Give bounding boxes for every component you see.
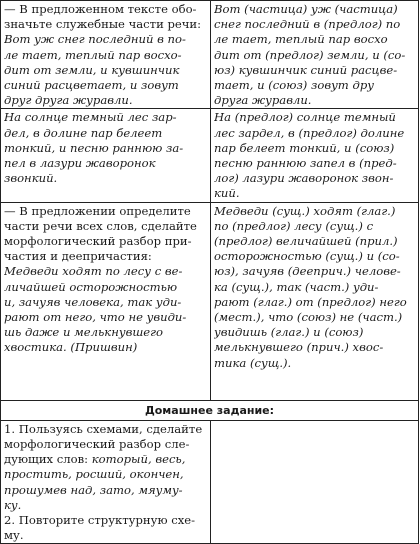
text-line: юз) кувшинчик синий расцве-	[214, 62, 398, 77]
text-line: частия и деепричастия:	[4, 249, 152, 264]
text-line: значьте служебные части речи:	[4, 17, 202, 32]
table-row	[1, 420, 419, 544]
task-cell	[1, 109, 211, 202]
text-line: дит от (предлог) земли, и (со-	[214, 47, 406, 62]
task-cell	[1, 202, 211, 400]
homework-cell	[1, 420, 211, 544]
text-line: — В предложенном тексте обо-	[4, 2, 197, 16]
text-line: дующих слов: который, весь,	[4, 452, 186, 467]
homework-title: Домашнее задание:	[1, 400, 419, 420]
text-line: увидишь (глаг.) и (союз)	[214, 325, 364, 340]
text-line: части речи всех слов, сделайте	[4, 218, 197, 233]
task-cell	[1, 1, 211, 109]
text-line: снег последний в (предлог) по	[214, 17, 401, 32]
table-row	[1, 1, 419, 109]
text-line: звонкий.	[4, 171, 58, 186]
text-line: прошумев над, зато, мяуму-	[4, 482, 183, 497]
text-line: хвостика. (Пришвин)	[4, 340, 138, 355]
text-line: му.	[4, 528, 24, 543]
text-line: мелькнувшего (прич.) хвос-	[214, 340, 384, 355]
answer-cell	[211, 202, 419, 400]
text-line: — В предложении определите	[4, 203, 191, 218]
text-line: Вот (частица) уж (частица)	[214, 2, 398, 16]
text-line: ку.	[4, 497, 22, 512]
text-line: тика (сущ.).	[214, 355, 292, 370]
text-line: морфологический разбор сле-	[4, 437, 190, 452]
text-line: Вот уж снег последний в по-	[4, 32, 186, 47]
text-line: Медведи ходят по лесу с ве-	[4, 264, 183, 279]
text-line: друг друга журавли.	[4, 93, 133, 108]
text-line: синий расцветает, и зовут	[4, 78, 179, 93]
text-line: тонкий, и песню раннюю за-	[4, 140, 184, 155]
text-line: лес зардел, в (предлог) долине	[214, 125, 405, 140]
text-line: шь даже и мелькнувшего	[4, 325, 164, 340]
text-line: ле тает, теплый пар восхо-	[4, 47, 182, 62]
text-line: ка (сущ.), так (част.) уди-	[214, 279, 379, 294]
text-line: простить, росший, окончен,	[4, 467, 184, 482]
table-row	[1, 400, 419, 420]
text-line: морфологический разбор при-	[4, 234, 192, 249]
text-line: Медведи (сущ.) ходят (глаг.)	[214, 203, 396, 218]
text-line: и, зачуяв человека, так уди-	[4, 294, 182, 309]
text-line: На (предлог) солнце темный	[214, 110, 396, 125]
text-line: осторожностью (сущ.) и (со-	[214, 249, 400, 264]
text-line: пар белеет тонкий, и (союз)	[214, 140, 395, 155]
text-line: друга журавли.	[214, 93, 312, 108]
text-line: 2. Повторите структурную схе-	[4, 513, 196, 528]
homework-empty-cell	[211, 420, 419, 544]
table-row	[1, 202, 419, 400]
text-line: ле тает, теплый пар восхо	[214, 32, 388, 47]
text-line: дел, в долине пар белеет	[4, 125, 163, 140]
text-line: На солнце темный лес зар-	[4, 110, 177, 125]
answer-cell	[211, 1, 419, 109]
text-line: (мест.), что (союз) не (част.)	[214, 310, 403, 325]
text-line: тает, и (союз) зовут дру	[214, 78, 374, 93]
table-row	[1, 109, 419, 202]
text-line: по (предлог) лесу (сущ.) с	[214, 218, 374, 233]
text-line: пел в лазури жаворонок	[4, 156, 156, 171]
text-line: рают (глаг.) от (предлог) него	[214, 294, 407, 309]
text-line: 1. Пользуясь схемами, сделайте	[4, 421, 203, 436]
text-line: личайшей осторожностью	[4, 279, 178, 294]
text-line: дит от земли, и кувшинчик	[4, 62, 180, 77]
text-line: кий.	[214, 186, 240, 201]
answer-cell	[211, 109, 419, 202]
text-line: лог) лазури жаворонок звон-	[214, 171, 394, 186]
text-line: песню раннюю запел в (пред-	[214, 156, 397, 171]
text-line: (предлог) величайшей (прил.)	[214, 234, 398, 249]
text-line: юз), зачуяв (дееприч.) челове-	[214, 264, 401, 279]
text-line: рают от него, что не увиди-	[4, 310, 187, 325]
